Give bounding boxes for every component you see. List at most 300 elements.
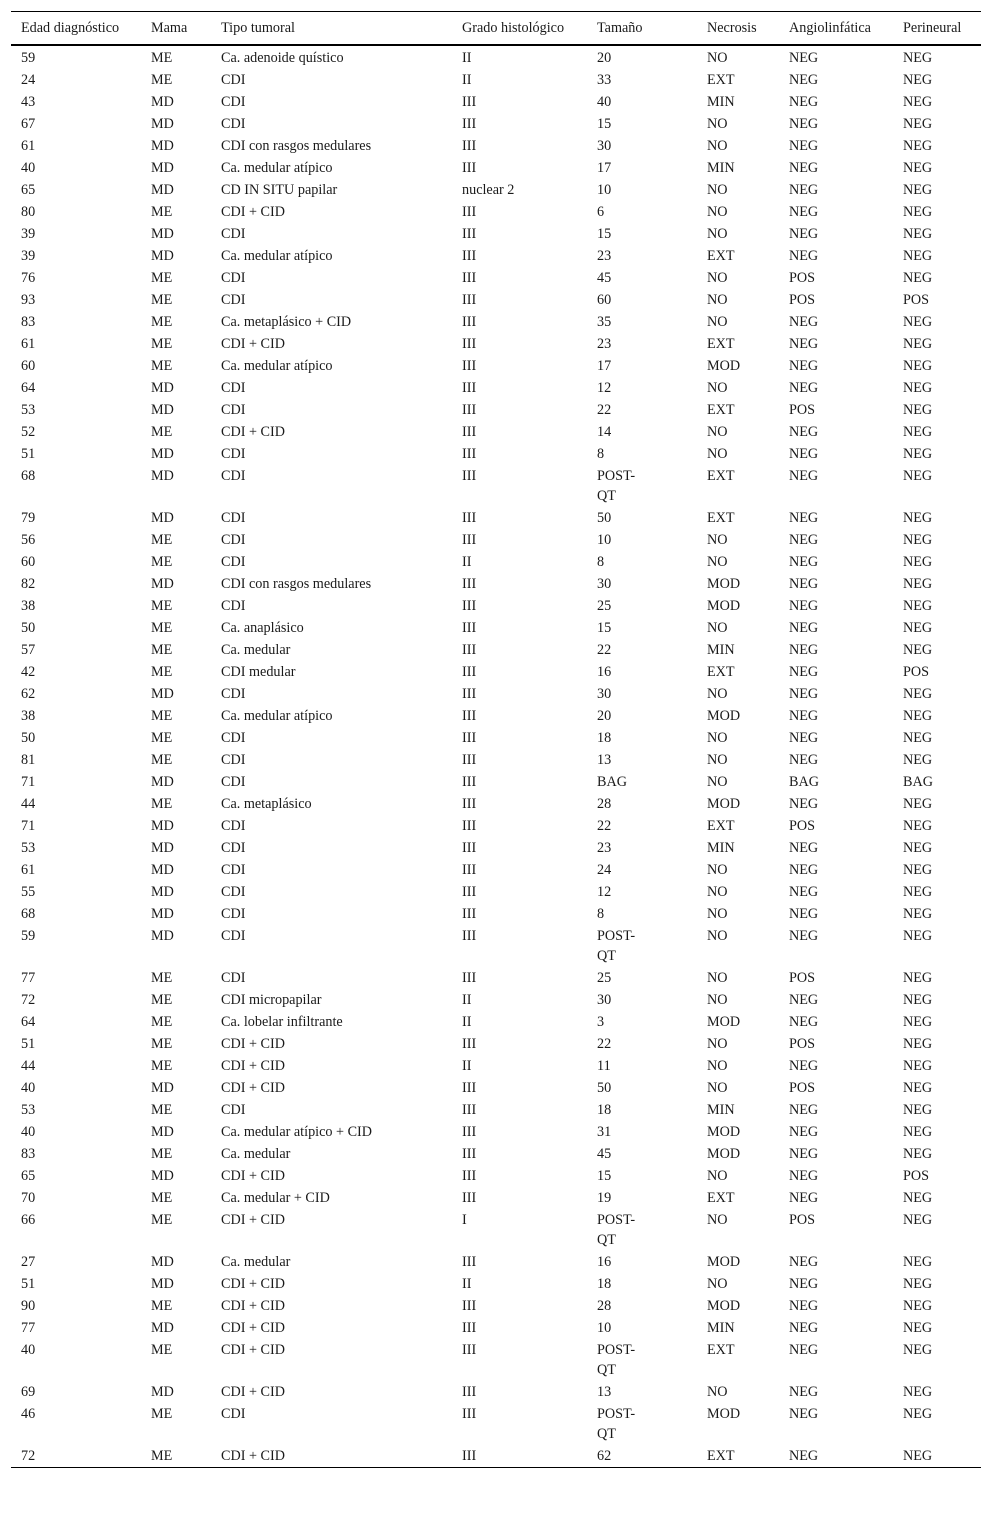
table-row — [11, 1011, 981, 1033]
cell-mama: MD — [151, 1384, 174, 1400]
cell-angiolinfatica: NEG — [789, 94, 819, 110]
size-value: POST-QT — [597, 1342, 636, 1378]
size-value: 30 — [597, 576, 612, 592]
cell-mama: MD — [151, 884, 174, 900]
cell-perineural: NEG — [903, 248, 933, 264]
size-value: BAG — [597, 774, 627, 790]
cell-edad: 67 — [21, 116, 36, 132]
size-value: 3 — [597, 1014, 605, 1030]
cell-mama: ME — [151, 336, 173, 352]
cell-perineural: NEG — [903, 468, 933, 484]
cell-mama: ME — [151, 752, 173, 768]
cell-grado: III — [462, 424, 477, 440]
cell-edad: 59 — [21, 928, 36, 944]
cell-grado: III — [462, 1080, 477, 1096]
cell-tipo-tumoral: CDI + CID — [221, 336, 285, 352]
cell-tipo-tumoral: CDI — [221, 292, 246, 308]
cell-perineural: NEG — [903, 840, 933, 856]
cell-angiolinfatica: NEG — [789, 468, 819, 484]
header-angiolinfatica: Angiolinfática — [789, 20, 871, 36]
size-value: 10 — [597, 1320, 612, 1336]
cell-angiolinfatica: NEG — [789, 314, 819, 330]
cell-grado: III — [462, 226, 477, 242]
cell-tipo-tumoral: CD IN SITU papilar — [221, 182, 338, 198]
cell-mama: ME — [151, 424, 173, 440]
size-value: 28 — [597, 796, 612, 812]
cell-necrosis: NO — [707, 1080, 728, 1096]
cell-grado: III — [462, 598, 477, 614]
cell-edad: 40 — [21, 160, 36, 176]
cell-angiolinfatica: POS — [789, 292, 816, 308]
cell-perineural: NEG — [903, 1190, 933, 1206]
cell-necrosis: NO — [707, 424, 728, 440]
cell-mama: MD — [151, 840, 174, 856]
cell-tamano — [587, 837, 697, 859]
size-value: 50 — [597, 1080, 612, 1096]
cell-tamano — [587, 443, 697, 465]
table-row — [11, 1121, 981, 1143]
cell-tipo-tumoral: Ca. medular atípico + CID — [221, 1124, 373, 1140]
cell-tamano — [587, 1033, 697, 1055]
cell-grado: III — [462, 94, 477, 110]
cell-grado: II — [462, 1058, 472, 1074]
cell-grado: III — [462, 620, 477, 636]
cell-necrosis: EXT — [707, 510, 735, 526]
cell-grado: III — [462, 1036, 477, 1052]
table-row — [11, 91, 981, 113]
size-value: 24 — [597, 862, 612, 878]
cell-tipo-tumoral: CDI — [221, 752, 246, 768]
cell-tamano — [587, 377, 697, 399]
cell-angiolinfatica: NEG — [789, 1276, 819, 1292]
table-row — [11, 881, 981, 903]
size-value: 18 — [597, 1276, 612, 1292]
cell-tipo-tumoral: Ca. medular — [221, 642, 291, 658]
size-value: 17 — [597, 160, 612, 176]
cell-tamano — [587, 1099, 697, 1121]
cell-tamano — [587, 793, 697, 815]
cell-tipo-tumoral: CDI — [221, 906, 246, 922]
size-value: 45 — [597, 270, 612, 286]
table-row — [11, 551, 981, 573]
size-value: 28 — [597, 1298, 612, 1314]
table-row — [11, 1033, 981, 1055]
cell-tipo-tumoral: CDI — [221, 270, 246, 286]
size-value: 8 — [597, 906, 605, 922]
cell-perineural: NEG — [903, 204, 933, 220]
cell-mama: MD — [151, 1168, 174, 1184]
tumor-data-table — [11, 11, 981, 1468]
cell-angiolinfatica: NEG — [789, 1298, 819, 1314]
cell-edad: 77 — [21, 1320, 36, 1336]
cell-tipo-tumoral: CDI — [221, 840, 246, 856]
cell-tipo-tumoral: CDI con rasgos medulares — [221, 576, 372, 592]
cell-mama: MD — [151, 862, 174, 878]
cell-edad: 39 — [21, 226, 36, 242]
cell-edad: 55 — [21, 884, 36, 900]
cell-necrosis: NO — [707, 446, 728, 462]
cell-tipo-tumoral: CDI medular — [221, 664, 296, 680]
cell-grado: III — [462, 884, 477, 900]
cell-angiolinfatica: NEG — [789, 576, 819, 592]
cell-edad: 81 — [21, 752, 36, 768]
table-row — [11, 529, 981, 551]
cell-grado: nuclear 2 — [462, 182, 515, 198]
cell-tamano — [587, 903, 697, 925]
cell-perineural: POS — [903, 1168, 930, 1184]
cell-necrosis: MIN — [707, 642, 735, 658]
table-row — [11, 157, 981, 179]
size-value: 23 — [597, 248, 612, 264]
cell-tipo-tumoral: Ca. medular + CID — [221, 1190, 330, 1206]
header-tamano: Tamaño — [597, 20, 643, 36]
size-value: 25 — [597, 970, 612, 986]
cell-perineural: NEG — [903, 752, 933, 768]
cell-tipo-tumoral: CDI + CID — [221, 1168, 285, 1184]
cell-necrosis: EXT — [707, 468, 735, 484]
cell-tamano — [587, 595, 697, 617]
cell-necrosis: NO — [707, 730, 728, 746]
cell-grado: III — [462, 686, 477, 702]
table-row — [11, 1381, 981, 1403]
size-value: 23 — [597, 336, 612, 352]
table-row — [11, 465, 981, 507]
table-row — [11, 1209, 981, 1251]
cell-angiolinfatica: NEG — [789, 992, 819, 1008]
cell-tamano — [587, 1143, 697, 1165]
cell-tamano — [587, 267, 697, 289]
cell-tamano — [587, 333, 697, 355]
table-row — [11, 69, 981, 91]
cell-edad: 44 — [21, 796, 36, 812]
cell-mama: ME — [151, 50, 173, 66]
header-tipo-tumoral: Tipo tumoral — [221, 20, 295, 36]
header-perineural: Perineural — [903, 20, 962, 36]
cell-edad: 76 — [21, 270, 36, 286]
cell-tipo-tumoral: Ca. anaplásico — [221, 620, 304, 636]
cell-necrosis: EXT — [707, 818, 735, 834]
size-value: 22 — [597, 642, 612, 658]
size-value: 15 — [597, 620, 612, 636]
header-mama: Mama — [151, 20, 188, 36]
cell-perineural: NEG — [903, 906, 933, 922]
cell-perineural: NEG — [903, 446, 933, 462]
size-value: 62 — [597, 1448, 612, 1464]
cell-mama: MD — [151, 576, 174, 592]
cell-necrosis: NO — [707, 314, 728, 330]
cell-tamano — [587, 727, 697, 749]
table-wrapper — [11, 11, 981, 1468]
cell-tamano — [587, 113, 697, 135]
cell-mama: MD — [151, 116, 174, 132]
cell-tamano — [587, 573, 697, 595]
table-row — [11, 639, 981, 661]
cell-tipo-tumoral: CDI — [221, 554, 246, 570]
cell-perineural: NEG — [903, 72, 933, 88]
cell-perineural: NEG — [903, 1342, 933, 1358]
cell-mama: ME — [151, 642, 173, 658]
size-value: 30 — [597, 686, 612, 702]
cell-edad: 38 — [21, 708, 36, 724]
cell-edad: 93 — [21, 292, 36, 308]
cell-tamano — [587, 507, 697, 529]
cell-necrosis: NO — [707, 862, 728, 878]
cell-tipo-tumoral: CDI — [221, 774, 246, 790]
cell-tamano — [587, 881, 697, 903]
cell-angiolinfatica: NEG — [789, 204, 819, 220]
cell-tamano — [587, 69, 697, 91]
cell-tipo-tumoral: Ca. medular atípico — [221, 160, 333, 176]
cell-grado: III — [462, 1168, 477, 1184]
cell-grado: III — [462, 730, 477, 746]
cell-tamano — [587, 815, 697, 837]
cell-necrosis: EXT — [707, 248, 735, 264]
cell-edad: 40 — [21, 1080, 36, 1096]
cell-tamano — [587, 1077, 697, 1099]
cell-necrosis: MIN — [707, 1320, 735, 1336]
size-value: 6 — [597, 204, 605, 220]
cell-grado: III — [462, 752, 477, 768]
cell-tamano — [587, 135, 697, 157]
cell-grado: III — [462, 160, 477, 176]
cell-edad: 56 — [21, 532, 36, 548]
cell-angiolinfatica: NEG — [789, 1254, 819, 1270]
cell-mama: MD — [151, 1080, 174, 1096]
table-row — [11, 1251, 981, 1273]
cell-tipo-tumoral: CDI — [221, 1102, 246, 1118]
cell-mama: MD — [151, 1276, 174, 1292]
cell-grado: III — [462, 1320, 477, 1336]
cell-perineural: NEG — [903, 94, 933, 110]
cell-edad: 51 — [21, 446, 36, 462]
cell-angiolinfatica: NEG — [789, 380, 819, 396]
table-row — [11, 1273, 981, 1295]
cell-tamano — [587, 421, 697, 443]
cell-grado: II — [462, 1276, 472, 1292]
cell-perineural: NEG — [903, 532, 933, 548]
cell-perineural: NEG — [903, 554, 933, 570]
cell-angiolinfatica: NEG — [789, 1102, 819, 1118]
cell-tipo-tumoral: CDI — [221, 380, 246, 396]
cell-perineural: NEG — [903, 884, 933, 900]
cell-angiolinfatica: NEG — [789, 664, 819, 680]
cell-necrosis: MOD — [707, 1014, 741, 1030]
cell-grado: III — [462, 402, 477, 418]
cell-tamano — [587, 1055, 697, 1077]
cell-necrosis: NO — [707, 554, 728, 570]
cell-angiolinfatica: NEG — [789, 182, 819, 198]
cell-perineural: NEG — [903, 226, 933, 242]
cell-tipo-tumoral: Ca. medular — [221, 1146, 291, 1162]
size-value: 15 — [597, 116, 612, 132]
cell-angiolinfatica: NEG — [789, 1320, 819, 1336]
cell-perineural: NEG — [903, 1298, 933, 1314]
table-row — [11, 113, 981, 135]
size-value: POST-QT — [597, 1212, 636, 1248]
cell-necrosis: EXT — [707, 336, 735, 352]
table-row — [11, 815, 981, 837]
cell-grado: III — [462, 314, 477, 330]
table-row — [11, 1187, 981, 1209]
size-value: 35 — [597, 314, 612, 330]
table-row — [11, 333, 981, 355]
cell-necrosis: NO — [707, 928, 728, 944]
cell-angiolinfatica: NEG — [789, 248, 819, 264]
cell-necrosis: EXT — [707, 72, 735, 88]
cell-perineural: NEG — [903, 380, 933, 396]
cell-edad: 27 — [21, 1254, 36, 1270]
cell-necrosis: MOD — [707, 1298, 741, 1314]
table-row — [11, 355, 981, 377]
cell-edad: 68 — [21, 906, 36, 922]
size-value: 31 — [597, 1124, 612, 1140]
size-value: 40 — [597, 94, 612, 110]
cell-tamano — [587, 749, 697, 771]
cell-perineural: NEG — [903, 1058, 933, 1074]
cell-tipo-tumoral: CDI — [221, 510, 246, 526]
cell-tamano — [587, 771, 697, 793]
table-row — [11, 245, 981, 267]
cell-perineural: NEG — [903, 1406, 933, 1422]
cell-edad: 70 — [21, 1190, 36, 1206]
cell-tipo-tumoral: Ca. medular atípico — [221, 708, 333, 724]
cell-necrosis: NO — [707, 380, 728, 396]
cell-angiolinfatica: NEG — [789, 796, 819, 812]
cell-edad: 38 — [21, 598, 36, 614]
table-row — [11, 1445, 981, 1468]
table-row — [11, 595, 981, 617]
cell-perineural: NEG — [903, 818, 933, 834]
size-value: 50 — [597, 510, 612, 526]
cell-tipo-tumoral: CDI — [221, 818, 246, 834]
size-value: 13 — [597, 1384, 612, 1400]
cell-grado: III — [462, 1124, 477, 1140]
cell-tamano — [587, 1273, 697, 1295]
cell-mama: ME — [151, 1298, 173, 1314]
cell-grado: III — [462, 1384, 477, 1400]
cell-angiolinfatica: NEG — [789, 532, 819, 548]
cell-tipo-tumoral: Ca. metaplásico — [221, 796, 312, 812]
cell-necrosis: NO — [707, 116, 728, 132]
table-header — [11, 12, 981, 46]
cell-necrosis: NO — [707, 1212, 728, 1228]
cell-necrosis: MOD — [707, 1406, 741, 1422]
cell-angiolinfatica: NEG — [789, 1406, 819, 1422]
cell-grado: III — [462, 116, 477, 132]
cell-tamano — [587, 1445, 697, 1468]
cell-perineural: NEG — [903, 970, 933, 986]
table-row — [11, 421, 981, 443]
cell-perineural: NEG — [903, 1212, 933, 1228]
cell-mama: MD — [151, 94, 174, 110]
cell-necrosis: NO — [707, 138, 728, 154]
cell-grado: III — [462, 446, 477, 462]
cell-mama: ME — [151, 554, 173, 570]
cell-angiolinfatica: NEG — [789, 884, 819, 900]
cell-necrosis: NO — [707, 620, 728, 636]
size-value: 10 — [597, 182, 612, 198]
table-row — [11, 179, 981, 201]
cell-mama: ME — [151, 1448, 173, 1464]
size-value: 13 — [597, 752, 612, 768]
cell-mama: ME — [151, 1014, 173, 1030]
cell-edad: 53 — [21, 840, 36, 856]
cell-tamano — [587, 925, 697, 967]
cell-tamano — [587, 311, 697, 333]
cell-angiolinfatica: NEG — [789, 730, 819, 746]
header-necrosis: Necrosis — [707, 20, 757, 36]
size-value: 15 — [597, 226, 612, 242]
cell-perineural: NEG — [903, 642, 933, 658]
cell-tipo-tumoral: CDI — [221, 862, 246, 878]
cell-perineural: NEG — [903, 160, 933, 176]
table-row — [11, 903, 981, 925]
cell-grado: III — [462, 1146, 477, 1162]
cell-grado: III — [462, 336, 477, 352]
cell-angiolinfatica: NEG — [789, 50, 819, 66]
cell-edad: 24 — [21, 72, 36, 88]
cell-mama: MD — [151, 928, 174, 944]
table-row — [11, 771, 981, 793]
cell-mama: MD — [151, 818, 174, 834]
cell-tamano — [587, 289, 697, 311]
table-row — [11, 989, 981, 1011]
cell-edad: 40 — [21, 1342, 36, 1358]
size-value: POST-QT — [597, 928, 636, 964]
cell-necrosis: NO — [707, 182, 728, 198]
cell-edad: 43 — [21, 94, 36, 110]
cell-angiolinfatica: NEG — [789, 686, 819, 702]
cell-tamano — [587, 1317, 697, 1339]
cell-edad: 61 — [21, 862, 36, 878]
cell-angiolinfatica: NEG — [789, 1448, 819, 1464]
cell-mama: MD — [151, 380, 174, 396]
cell-angiolinfatica: NEG — [789, 862, 819, 878]
cell-grado: III — [462, 292, 477, 308]
cell-tamano — [587, 399, 697, 421]
cell-grado: III — [462, 270, 477, 286]
cell-tamano — [587, 683, 697, 705]
cell-edad: 79 — [21, 510, 36, 526]
cell-necrosis: NO — [707, 774, 728, 790]
cell-edad: 72 — [21, 992, 36, 1008]
cell-perineural: NEG — [903, 270, 933, 286]
cell-tipo-tumoral: CDI + CID — [221, 1276, 285, 1292]
cell-tamano — [587, 617, 697, 639]
cell-tamano — [587, 245, 697, 267]
cell-tipo-tumoral: CDI — [221, 468, 246, 484]
size-value: 20 — [597, 50, 612, 66]
cell-mama: MD — [151, 1124, 174, 1140]
cell-tamano — [587, 1403, 697, 1445]
size-value: 60 — [597, 292, 612, 308]
size-value: 22 — [597, 818, 612, 834]
size-value: POST-QT — [597, 1406, 636, 1442]
cell-necrosis: MOD — [707, 1124, 741, 1140]
cell-edad: 64 — [21, 1014, 36, 1030]
table-row — [11, 661, 981, 683]
cell-perineural: NEG — [903, 402, 933, 418]
header-edad-diagnostico: Edad diagnóstico — [21, 20, 120, 36]
size-value: 16 — [597, 1254, 612, 1270]
cell-mama: ME — [151, 292, 173, 308]
cell-tipo-tumoral: Ca. metaplásico + CID — [221, 314, 352, 330]
table-row — [11, 399, 981, 421]
cell-tipo-tumoral: CDI — [221, 226, 246, 242]
cell-grado: II — [462, 72, 472, 88]
cell-necrosis: NO — [707, 1036, 728, 1052]
cell-angiolinfatica: NEG — [789, 598, 819, 614]
